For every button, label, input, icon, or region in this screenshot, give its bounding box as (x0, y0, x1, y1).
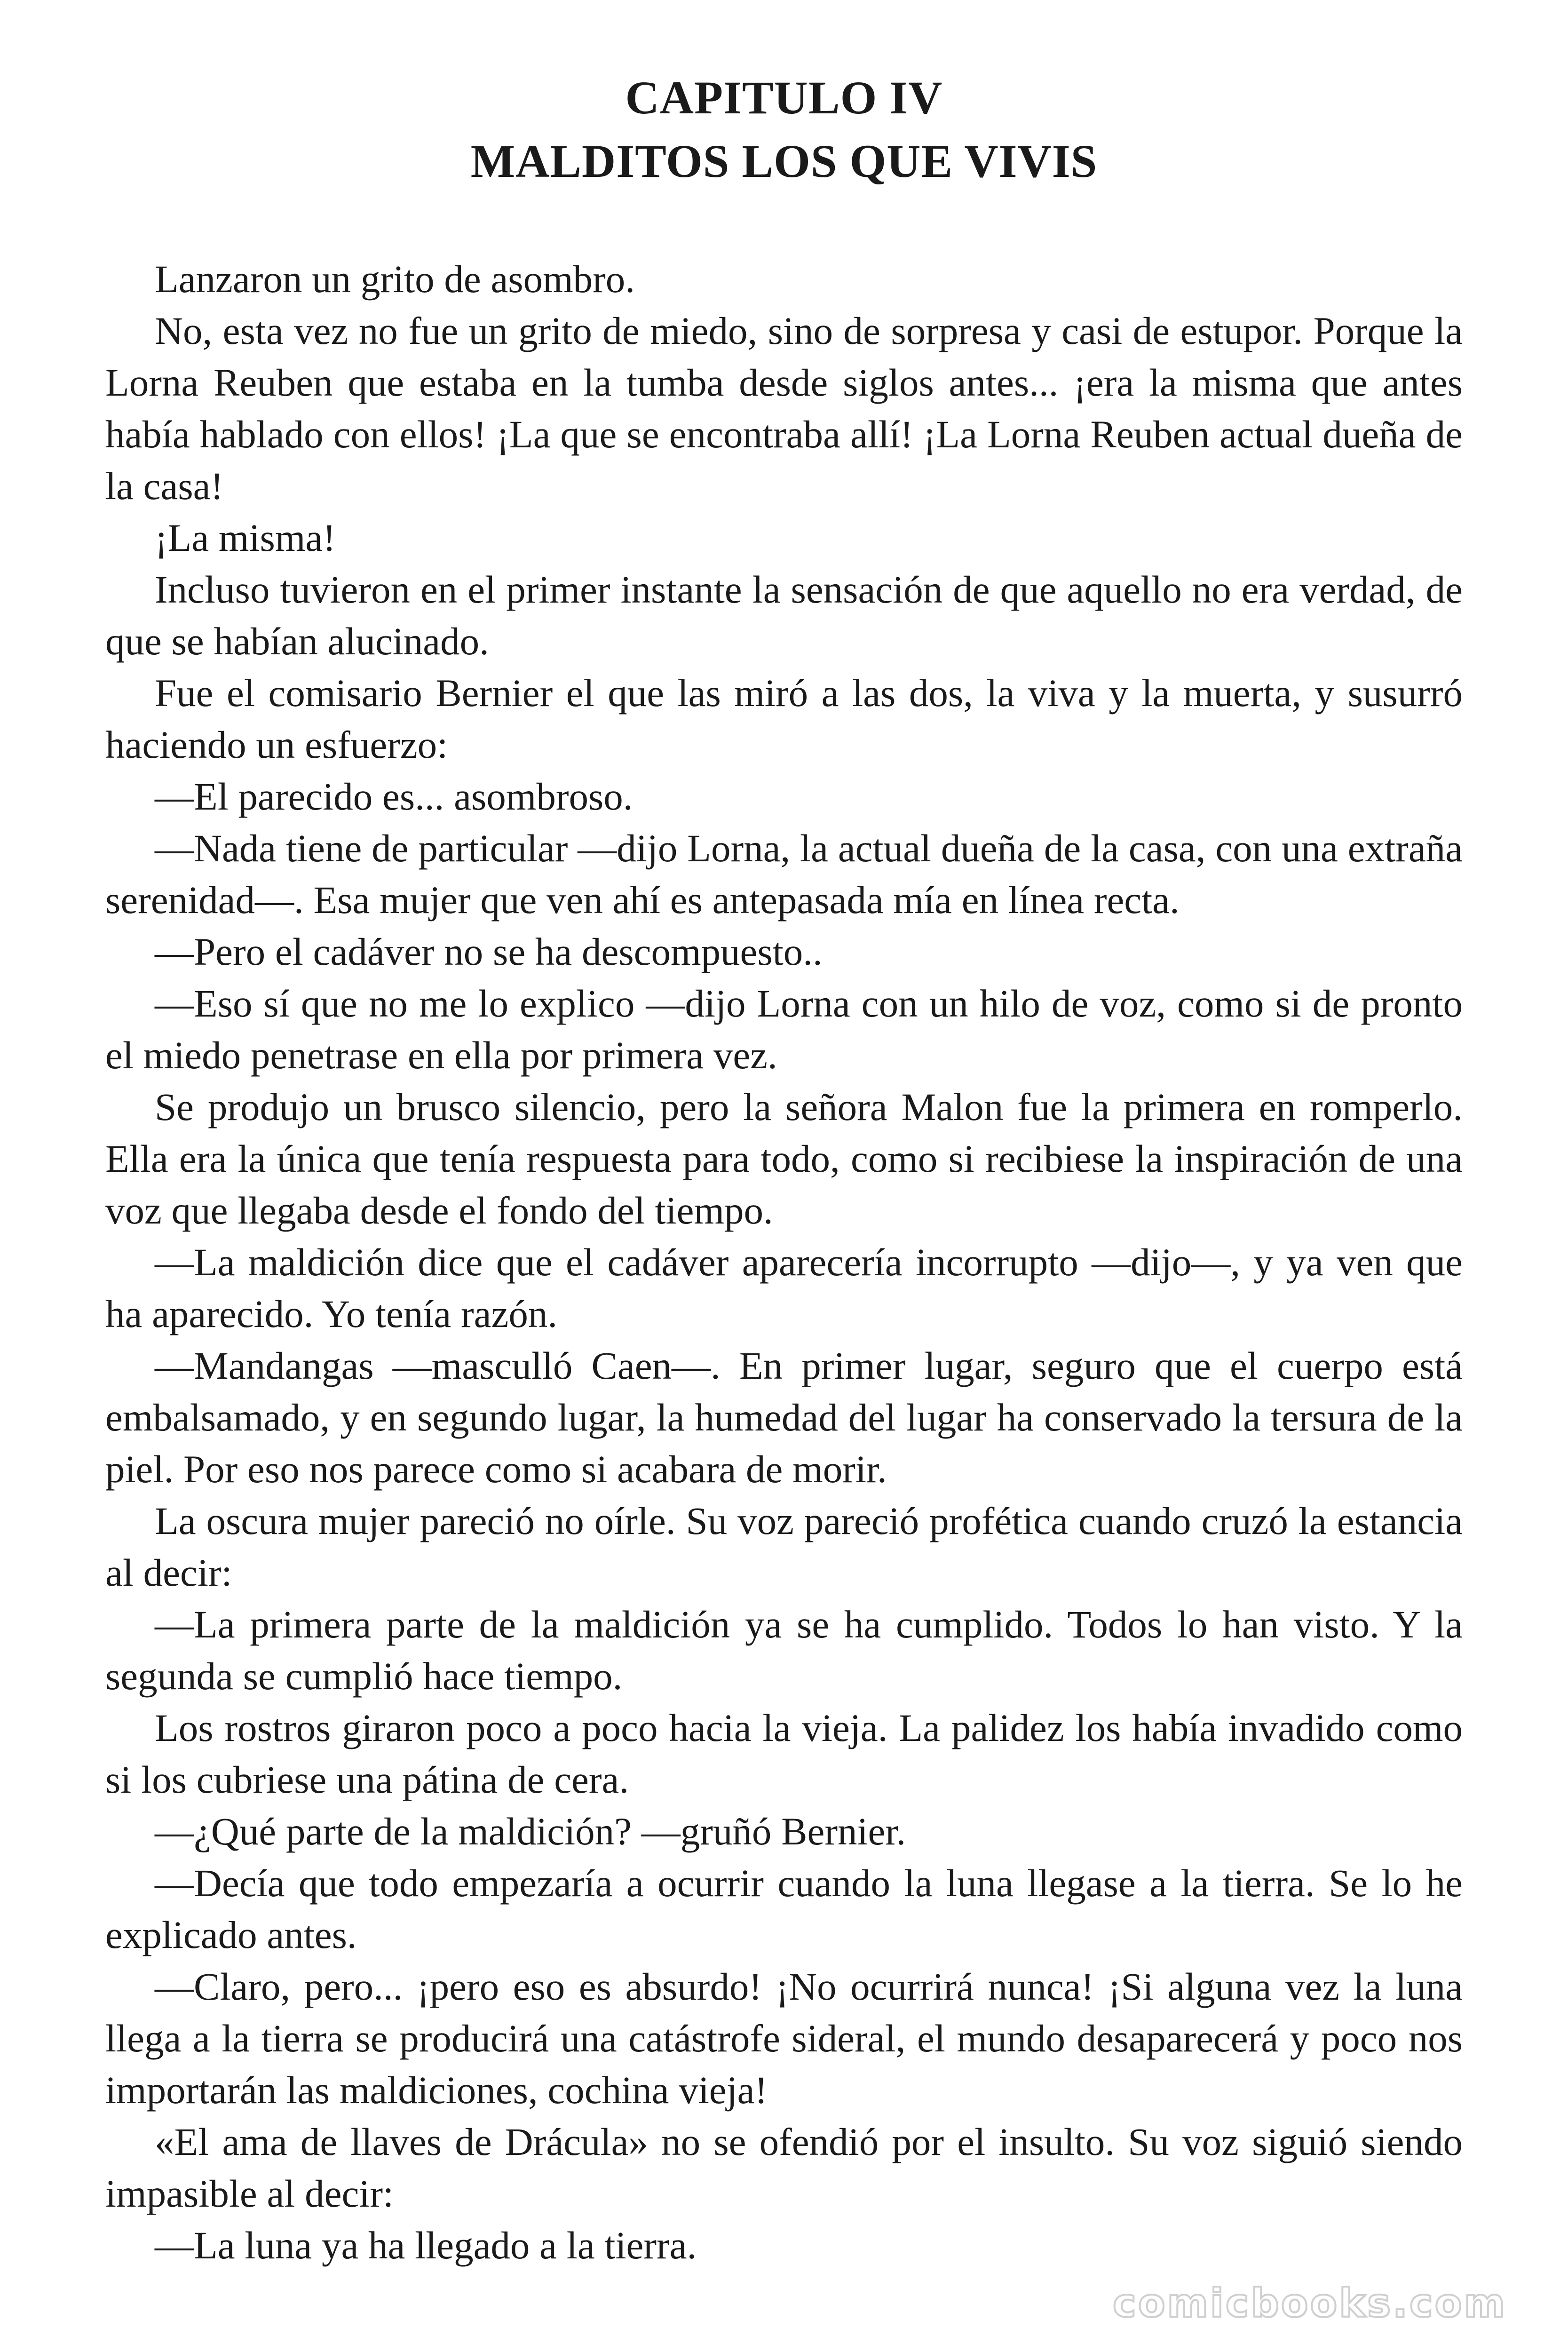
paragraph: —Claro, pero... ¡pero eso es absurdo! ¡No ocurrirá nunca! ¡Si alguna vez la luna llega a la tierra se producirá una catástrofe sideral, el mundo desaparecerá y poco nos importarán las maldiciones, cochina vieja! (105, 1965, 1463, 2112)
paragraph: Fue el comisario Bernier el que las miró a las dos, la viva y la muerta, y susurró haciendo un esfuerzo: (105, 671, 1463, 766)
paragraph: —Eso sí que no me lo explico —dijo Lorna con un hilo de voz, como si de pronto el miedo penetrase en ella por primera vez. (105, 982, 1463, 1077)
paragraph: —La maldición dice que el cadáver aparecería incorrupto —dijo—, y ya ven que ha aparecido. Yo tenía razón. (105, 1240, 1463, 1335)
watermark: comicbooks.com (1113, 2280, 1507, 2326)
chapter-title: MALDITOS LOS QUE VIVIS (470, 135, 1098, 187)
paragraph: —La luna ya ha llegado a la tierra. (155, 2224, 697, 2267)
chapter-body (105, 253, 1463, 2271)
paragraph: «El ama de llaves de Drácula» no se ofendió por el insulto. Su voz siguió siendo impasible al decir: (105, 2120, 1463, 2215)
paragraph: —Pero el cadáver no se ha descompuesto.. (155, 930, 823, 973)
paragraph: La oscura mujer pareció no oírle. Su voz pareció profética cuando cruzó la estancia al decir: (105, 1499, 1463, 1594)
chapter-number: CAPITULO IV (625, 72, 943, 124)
paragraph: —Nada tiene de particular —dijo Lorna, la actual dueña de la casa, con una extraña serenidad—. Esa mujer que ven ahí es antepasada mía en línea recta. (105, 826, 1463, 922)
paragraph: No, esta vez no fue un grito de miedo, sino de sorpresa y casi de estupor. Porque la Lorna Reuben que estaba en la tumba desde siglos antes... ¡era la misma que antes había hablado con ellos! ¡La que se encontraba allí! ¡La Lorna Reuben actual dueña de la casa! (105, 309, 1463, 508)
paragraph: —El parecido es... asombroso. (155, 775, 633, 818)
paragraph: ¡La misma! (155, 516, 336, 559)
chapter-heading (0, 66, 1568, 193)
paragraph: Incluso tuvieron en el primer instante la sensación de que aquello no era verdad, de que se habían alucinado. (105, 568, 1463, 663)
paragraph: —Decía que todo empezaría a ocurrir cuando la luna llegase a la tierra. Se lo he explicado antes. (105, 1861, 1463, 1956)
paragraph: —¿Qué parte de la maldición? —gruñó Bernier. (155, 1810, 906, 1853)
paragraph: Lanzaron un grito de asombro. (155, 257, 635, 301)
paragraph: Los rostros giraron poco a poco hacia la vieja. La palidez los había invadido como si los cubriese una pátina de cera. (105, 1706, 1463, 1801)
paragraph: Se produjo un brusco silencio, pero la señora Malon fue la primera en romperlo. Ella era la única que tenía respuesta para todo, como si recibiese la inspiración de una voz que llegaba desde el fondo del tiempo. (105, 1085, 1463, 1232)
paragraph: —Mandangas —masculló Caen—. En primer lugar, seguro que el cuerpo está embalsamado, y en segundo lugar, la humedad del lugar ha conservado la tersura de la piel. Por eso nos parece como si acabara de morir. (105, 1344, 1463, 1491)
paragraph: —La primera parte de la maldición ya se ha cumplido. Todos lo han visto. Y la segunda se cumplió hace tiempo. (105, 1603, 1463, 1698)
